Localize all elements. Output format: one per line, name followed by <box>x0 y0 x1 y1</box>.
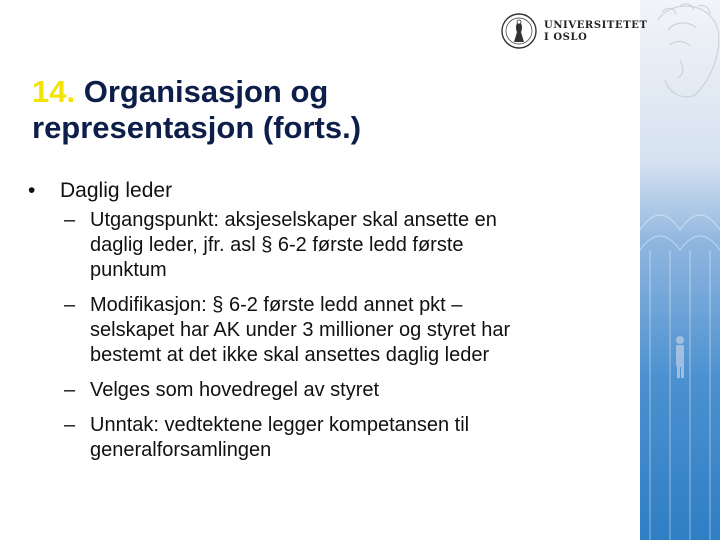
title-line-1-text: Organisasjon og <box>83 74 329 109</box>
sub-bullet-line: generalforsamlingen <box>90 439 272 461</box>
sub-bullet-line: punktum <box>90 259 167 281</box>
title-line-1 <box>32 74 592 110</box>
bullet-text: Daglig leder <box>60 179 173 202</box>
bullet-item <box>28 178 628 203</box>
sub-bullet-line: Utgangspunkt: aksjeselskaper skal ansette en <box>90 209 497 231</box>
slide-content <box>28 178 628 473</box>
side-strip-graphic <box>640 0 720 540</box>
sub-bullet-line: daglig leder, jfr. asl § 6-2 første ledd første <box>90 234 464 256</box>
sub-bullet-item <box>28 293 628 368</box>
title-line-2: representasjon (forts.) <box>32 110 362 145</box>
dash-icon: – <box>64 209 76 231</box>
logo-line-2: I OSLO <box>544 32 588 43</box>
dash-icon: – <box>64 294 76 316</box>
university-logo <box>500 12 648 52</box>
dash-icon: – <box>64 414 76 436</box>
sub-bullet-line: bestemt at det ikke skal ansettes daglig leder <box>90 344 490 366</box>
logo-line-1: UNIVERSITETET <box>544 20 648 31</box>
sub-bullet-item <box>28 413 628 463</box>
bullet-icon: • <box>28 179 36 202</box>
sub-bullet-item <box>28 378 628 403</box>
decorative-side-strip <box>640 0 720 540</box>
sub-bullet-line: Modifikasjon: § 6-2 første ledd annet pkt – <box>90 294 463 316</box>
sub-bullet-list <box>28 208 628 463</box>
slide-title <box>32 74 592 146</box>
sub-bullet-line: selskapet har AK under 3 millioner og styret har <box>90 319 511 341</box>
sub-bullet-line: Unntak: vedtektene legger kompetansen til <box>90 414 470 436</box>
sub-bullet-item <box>28 208 628 283</box>
university-seal-icon <box>500 12 538 50</box>
dash-icon: – <box>64 379 76 401</box>
logo-wordmark <box>544 20 648 44</box>
section-number: 14. <box>32 74 76 109</box>
sub-bullet-line: Velges som hovedregel av styret <box>90 379 380 401</box>
